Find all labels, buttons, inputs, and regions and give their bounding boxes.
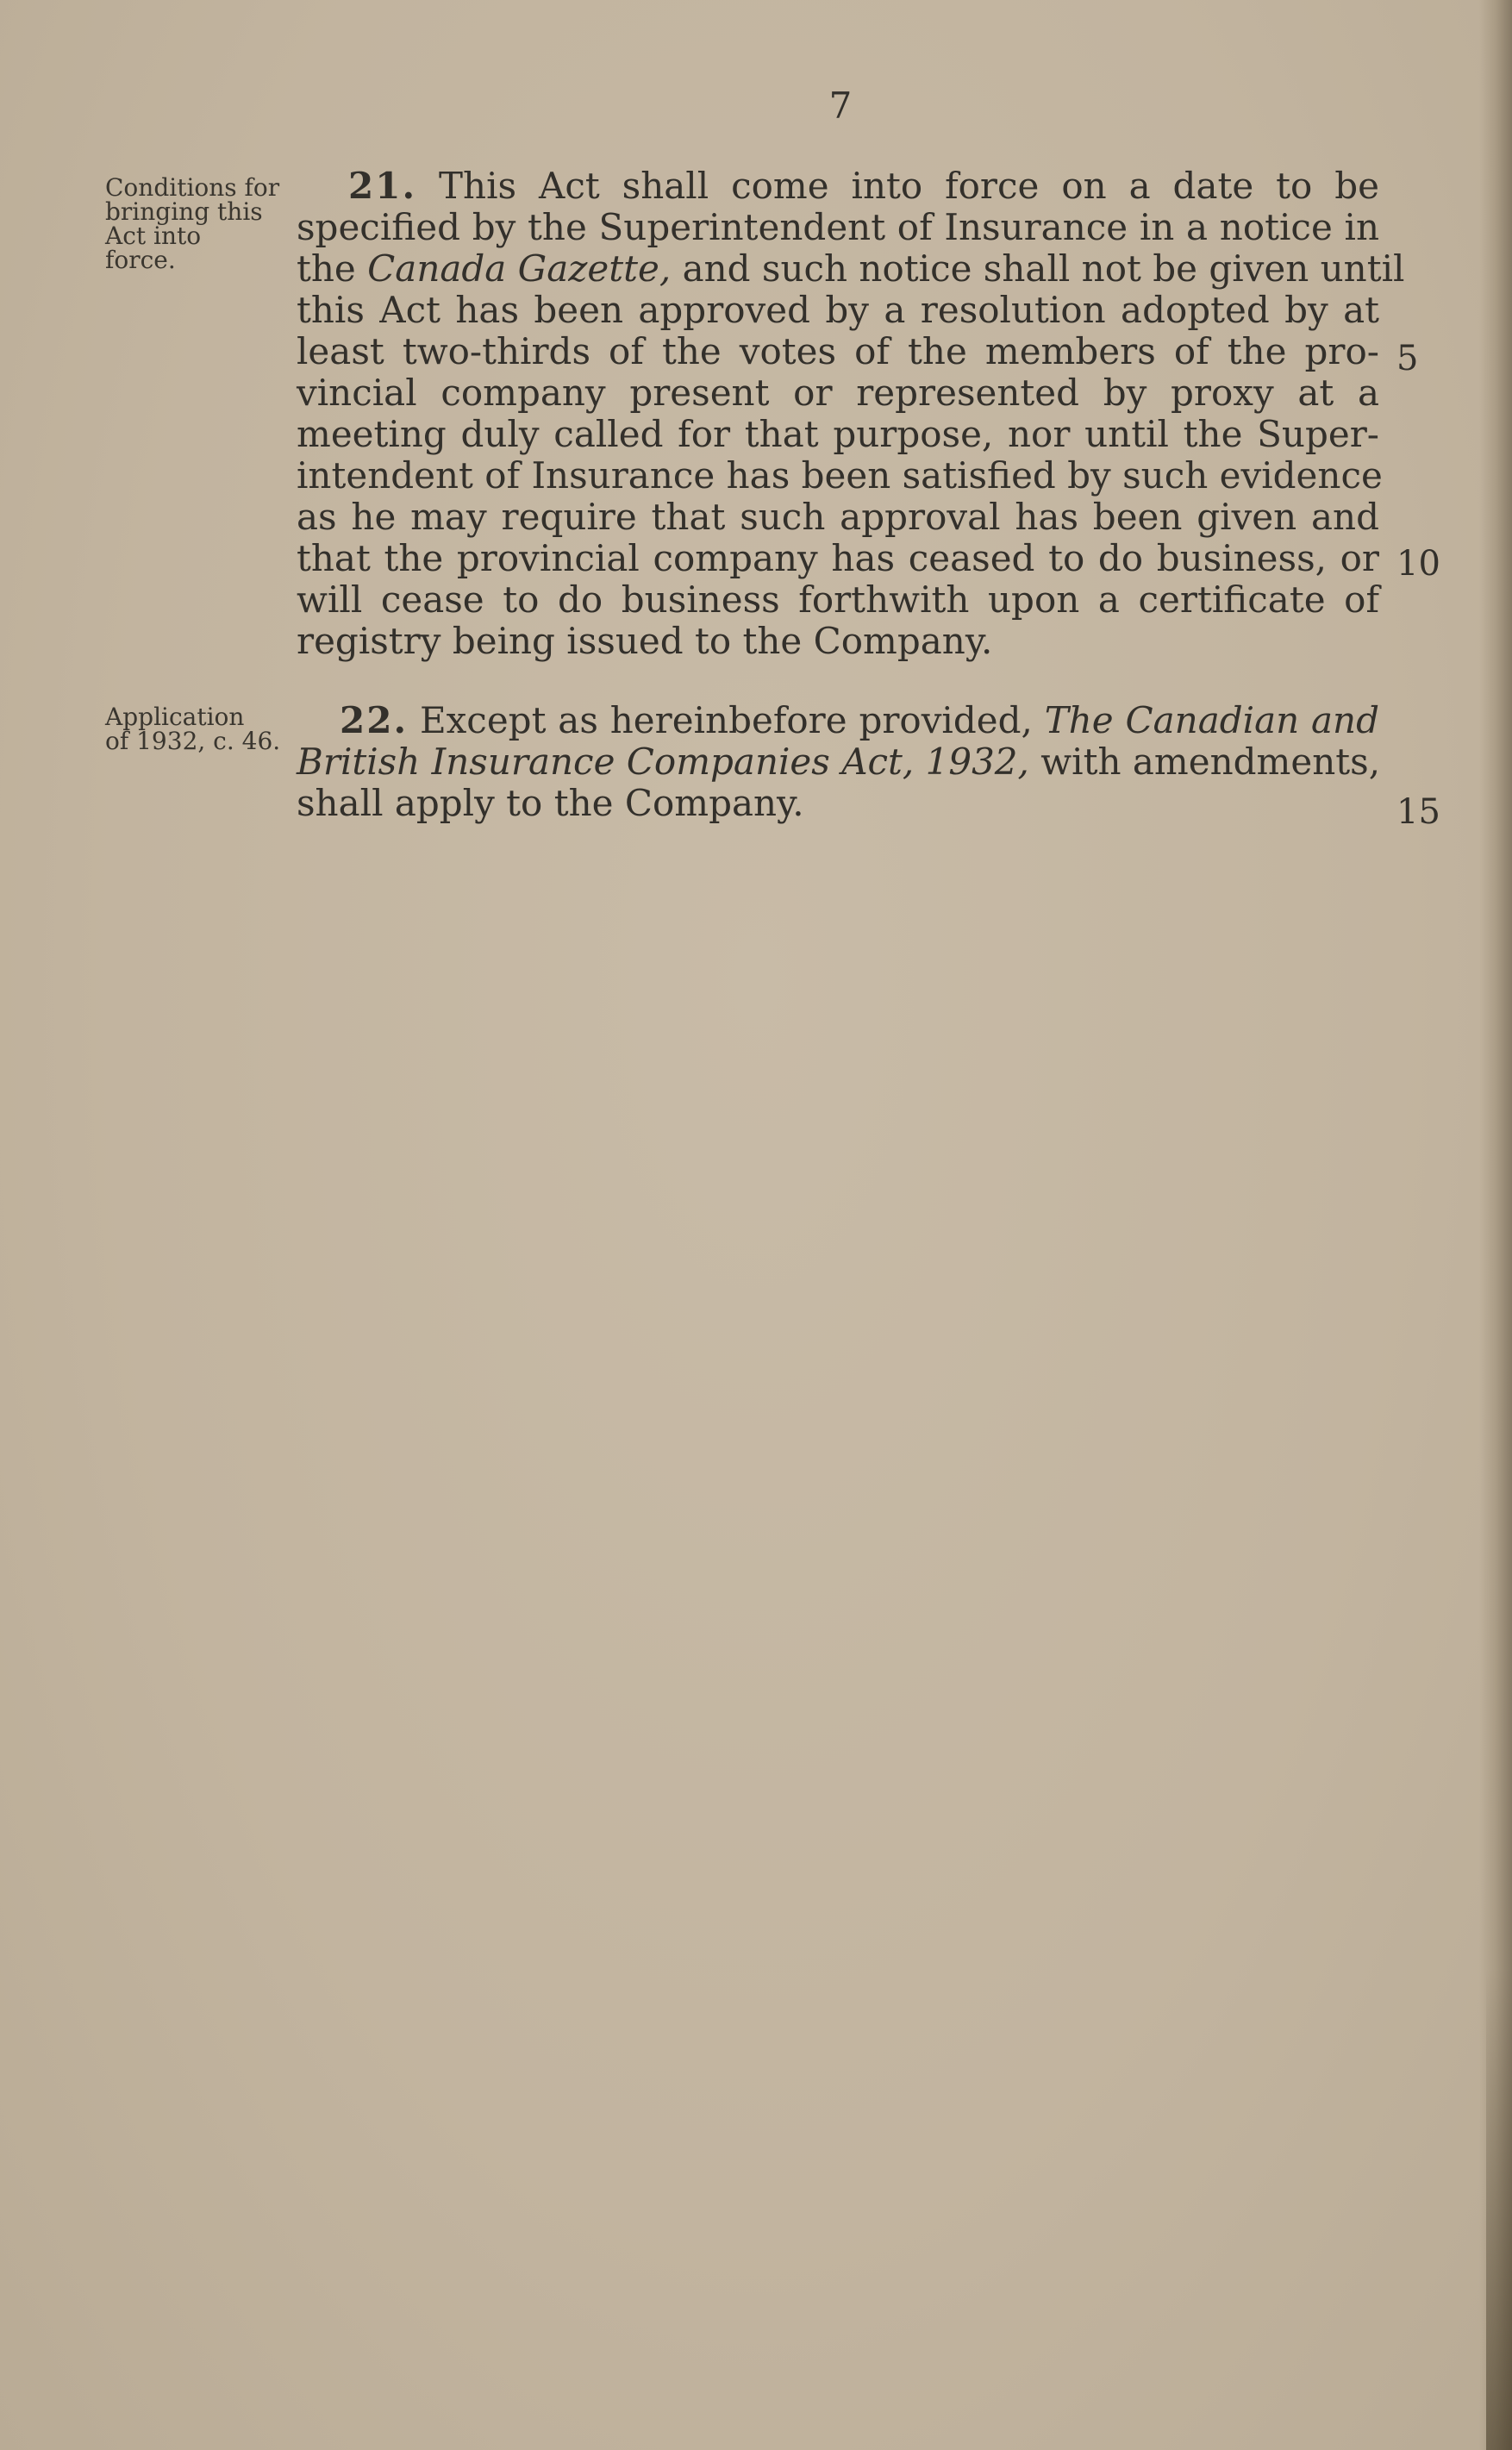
- body-line: that the provincial company has ceased to do business, or: [297, 537, 1379, 579]
- line-number: 15: [1396, 792, 1440, 832]
- sidenote-line: of 1932, c. 46.: [105, 727, 281, 755]
- body-line: [348, 166, 1379, 207]
- sidenote-line: Conditions for: [105, 173, 280, 202]
- body-line: [340, 700, 1379, 741]
- body-line: this Act has been approved by a resolution adopted by at: [297, 289, 1379, 331]
- section-number: 21.: [348, 165, 417, 207]
- body-line: meeting duly called for that purpose, nor until the Super-: [297, 413, 1379, 455]
- sidenote-line: Application: [105, 703, 245, 731]
- section-number: 22.: [340, 699, 409, 741]
- body-text: the: [297, 247, 368, 290]
- body-line: as he may require that such approval has been given and: [297, 496, 1379, 538]
- italic-title: The Canadian and: [1044, 699, 1379, 741]
- body-text: and such notice shall not be given until: [671, 247, 1405, 290]
- line-number: 10: [1396, 544, 1440, 584]
- body-line: [297, 247, 1405, 290]
- body-line: will cease to do business forthwith upon a certificate of: [297, 578, 1379, 621]
- italic-title: Canada Gazette,: [367, 247, 672, 290]
- sidenote-line: Act into: [105, 222, 202, 250]
- sidenote-line: bringing this: [105, 197, 263, 226]
- sidenote-application: [105, 705, 295, 753]
- body-text: with amendments,: [1028, 741, 1381, 783]
- body-line: registry being issued to the Company.: [297, 620, 993, 662]
- line-number: 5: [1396, 339, 1419, 378]
- body-line: specified by the Superintendent of Insurance in a notice in: [297, 206, 1379, 248]
- sidenote-conditions: [105, 173, 295, 274]
- body-line: shall apply to the Company.: [297, 782, 804, 824]
- italic-title: British Insurance Companies Act, 1932,: [297, 741, 1029, 783]
- body-line: intendent of Insurance has been satisfied by such evidence: [297, 454, 1383, 497]
- page-edge-shadow-bottom: [1486, 1967, 1512, 2450]
- body-line: least two-thirds of the votes of the members of the pro-: [297, 330, 1379, 372]
- body-text: This Act shall come into force on a date to be: [439, 165, 1379, 207]
- body-text: Except as hereinbefore provided,: [419, 699, 1045, 741]
- body-line: vincial company present or represented by proxy at a: [297, 372, 1379, 414]
- sidenote-line: force.: [105, 246, 176, 274]
- body-line: [297, 741, 1379, 783]
- page-number: 7: [828, 84, 853, 127]
